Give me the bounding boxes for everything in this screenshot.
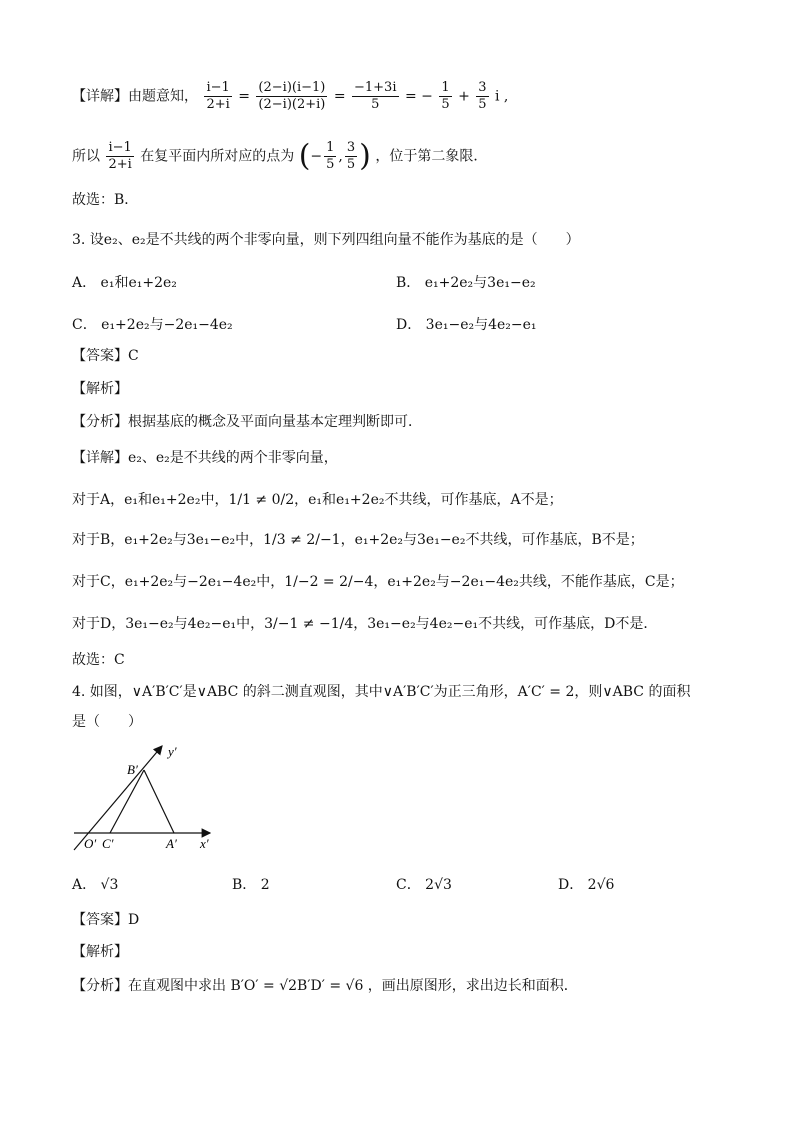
label-c: C′ bbox=[102, 836, 114, 851]
fraction-i-minus-1-over-2-plus-i: $\frac{i-1}{2+i}$ bbox=[206, 80, 230, 112]
detail-label: 【详解】 bbox=[72, 88, 128, 105]
q3-fenxi: 【分析】根据基底的概念及平面向量基本定理判断即可． bbox=[72, 414, 422, 430]
fraction-simplified: $\frac{-1+3i}{5}$ bbox=[354, 80, 397, 112]
q4-choice-a: A． √3 bbox=[72, 877, 119, 893]
q3-choice-b: B． e₁+2e₂与3e₁−e₂ bbox=[396, 275, 536, 291]
q4-fenxi: 【分析】在直观图中求出 B′O′ = √2B′D′ = √6 ，画出原图形，求出边长和面积． bbox=[72, 978, 578, 994]
label-a: A′ bbox=[166, 836, 177, 851]
q3-detail: 【详解】e₂、e₂是不共线的两个非零向量， bbox=[72, 450, 338, 466]
fraction-one-fifth: $\frac{1}{5}$ bbox=[441, 80, 450, 112]
label-b: B′ bbox=[127, 762, 138, 777]
fraction-expanded: $\frac{(2-i)(i-1)}{(2-i)(2+i)}$ bbox=[258, 80, 326, 112]
answer-b: 故选：B． bbox=[72, 192, 139, 208]
q3-case-b: 对于B，e₁+2e₂与3e₁−e₂中，1/3 ≠ 2/−1，e₁+2e₂与3e₁−e₂不共线，可作基底，B不是； bbox=[72, 532, 644, 548]
q3-choice-c: C． e₁+2e₂与−2e₁−4e₂ bbox=[72, 317, 233, 333]
detail-equation-line: 【详解】由题意知， $\frac{i-1}{2+i}$ = $\frac{(2-i)(i-1)}{(2-i)(2+i)}$ = $\frac{-1+3i}{5}$ = − $\frac{1}{5}$ + $\frac{3}{5}$ i , bbox=[72, 80, 509, 112]
q4-stem-1: 4. 如图，∨A′B′C′是∨ABC 的斜二测直观图，其中∨A′B′C′为正三角形，A′C′ = 2，则∨ABC 的面积 bbox=[72, 684, 691, 700]
label-o: O′ bbox=[84, 836, 97, 851]
q4-choice-c: C． 2√3 bbox=[396, 877, 452, 893]
q4-choice-d: D． 2√6 bbox=[558, 877, 615, 893]
q3-choice-a: A． e₁和e₁+2e₂ bbox=[72, 275, 177, 291]
point-location-line: 所以 $\frac{i-1}{2+i}$ 在复平面内所对应的点为 (− $\frac{1}{5}$ , $\frac{3}{5}$ ) ，位于第二象限． bbox=[72, 138, 488, 174]
q4-analysis-label: 【解析】 bbox=[72, 944, 128, 960]
q3-analysis-label: 【解析】 bbox=[72, 381, 128, 397]
q3-case-d: 对于D，3e₁−e₂与4e₂−e₁中，3/−1 ≠ −1/4，3e₁−e₂与4e₂−e₁不共线，可作基底，D不是． bbox=[72, 616, 658, 632]
oblique-view-figure bbox=[72, 740, 232, 855]
q3-choice-d: D． 3e₁−e₂与4e₂−e₁ bbox=[396, 317, 537, 333]
q4-stem-2: 是（ ） bbox=[72, 714, 142, 730]
q4-choice-b: B． 2 bbox=[232, 877, 270, 893]
q4-answer: 【答案】D bbox=[72, 912, 140, 928]
q3-answer: 【答案】C bbox=[72, 348, 139, 364]
fraction-i-minus-1-over-2-plus-i-2: $\frac{i-1}{2+i}$ bbox=[108, 140, 132, 172]
q3-stem: 3. 设e₂、e₂是不共线的两个非零向量，则下列四组向量不能作为基底的是（ ） bbox=[72, 232, 580, 248]
label-y: y′ bbox=[168, 744, 177, 759]
q3-case-c: 对于C，e₁+2e₂与−2e₁−4e₂中，1/−2 = 2/−4，e₁+2e₂与−2e₁−4e₂共线，不能作基底，C是； bbox=[72, 574, 684, 590]
q3-conclusion: 故选：C bbox=[72, 652, 125, 668]
q3-case-a: 对于A，e₁和e₁+2e₂中，1/1 ≠ 0/2，e₁和e₁+2e₂不共线，可作基底，A不是； bbox=[72, 492, 563, 508]
edge-b-a bbox=[144, 770, 174, 833]
y-axis bbox=[74, 746, 162, 850]
label-x: x′ bbox=[200, 836, 209, 851]
detail-intro: 由题意知， bbox=[128, 88, 198, 105]
fraction-three-fifths: $\frac{3}{5}$ bbox=[478, 80, 487, 112]
